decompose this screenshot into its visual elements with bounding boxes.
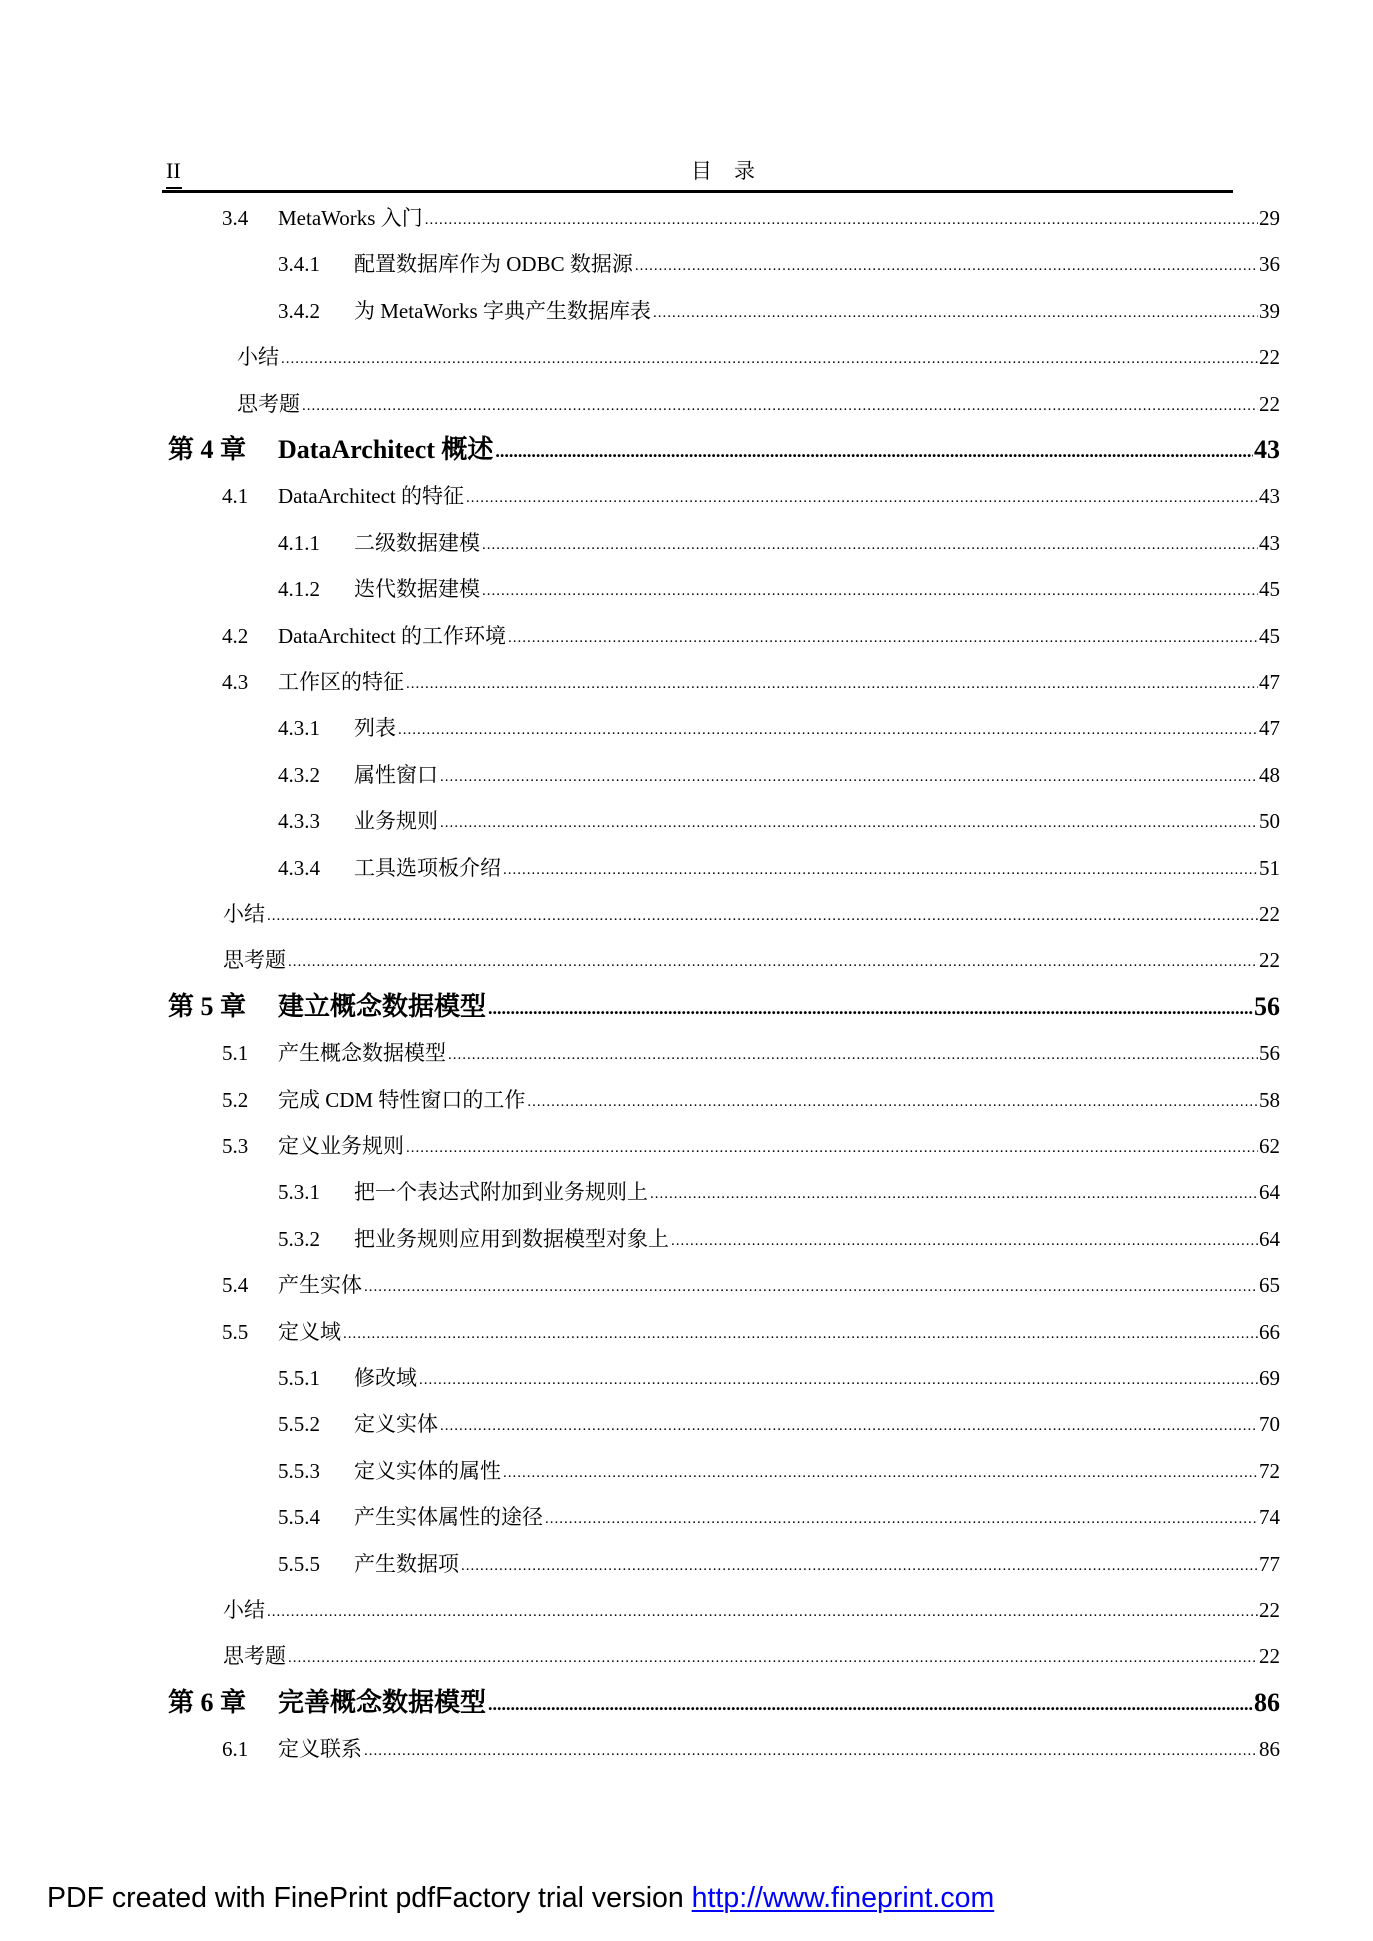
dot-leader bbox=[508, 623, 1258, 653]
toc-entry-page-number: 65 bbox=[1259, 1273, 1280, 1298]
toc-entry-page-number: 47 bbox=[1259, 716, 1280, 741]
toc-entry-subsection[interactable] bbox=[278, 1549, 1280, 1579]
toc-entry-page-number: 62 bbox=[1259, 1134, 1280, 1158]
dot-leader bbox=[448, 1040, 1258, 1070]
toc-entry-title: 定义联系 bbox=[278, 1737, 362, 1762]
toc-entry-page-number: 86 bbox=[1254, 1687, 1280, 1717]
toc-entry-title: 小结 bbox=[223, 902, 265, 926]
toc-entry-page-number: 56 bbox=[1259, 1041, 1280, 1066]
toc-entry-title: 把一个表达式附加到业务规则上 bbox=[354, 1180, 648, 1205]
dot-leader bbox=[671, 1226, 1258, 1256]
toc-entry-page-number: 50 bbox=[1259, 809, 1280, 834]
toc-entry-subsection[interactable] bbox=[278, 528, 1280, 558]
toc-entry-misc[interactable] bbox=[223, 1595, 1280, 1625]
page-number-header: II bbox=[166, 158, 181, 183]
dot-leader bbox=[461, 1551, 1258, 1581]
dot-leader bbox=[482, 530, 1258, 560]
dot-leader bbox=[488, 991, 1253, 1025]
toc-entry-page-number: 22 bbox=[1259, 345, 1280, 370]
toc-entry-title: MetaWorks 入门 bbox=[278, 206, 423, 230]
dot-leader bbox=[398, 715, 1258, 745]
toc-entry-number: 4.1 bbox=[222, 484, 249, 509]
toc-entry-title: 配置数据库作为 ODBC 数据源 bbox=[354, 252, 633, 277]
toc-entry-section[interactable] bbox=[222, 1270, 1280, 1300]
toc-entry-number: 4.3 bbox=[222, 670, 249, 694]
dot-leader bbox=[466, 483, 1258, 513]
dot-leader bbox=[267, 901, 1258, 931]
toc-entry-chapter[interactable] bbox=[168, 1686, 1280, 1720]
toc-entry-title: 迭代数据建模 bbox=[354, 577, 480, 602]
toc-entry-title: 完善概念数据模型 bbox=[278, 1687, 487, 1717]
toc-entry-subsection[interactable] bbox=[278, 574, 1280, 604]
pdf-watermark-footer bbox=[47, 1880, 994, 1916]
toc-entry-chapter[interactable] bbox=[168, 990, 1280, 1024]
toc-entry-page-number: 36 bbox=[1259, 252, 1280, 277]
toc-entry-misc[interactable] bbox=[237, 342, 1280, 372]
toc-entry-subsection[interactable] bbox=[278, 853, 1280, 883]
toc-entry-number: 4.3.2 bbox=[278, 762, 320, 787]
toc-entry-page-number: 22 bbox=[1259, 391, 1280, 416]
dot-leader bbox=[488, 1687, 1253, 1721]
toc-entry-title: 小结 bbox=[223, 1598, 265, 1622]
toc-entry-page-number: 64 bbox=[1259, 1180, 1280, 1205]
toc-entry-title: 产生数据项 bbox=[354, 1551, 459, 1576]
dot-leader bbox=[545, 1504, 1258, 1534]
toc-entry-section[interactable] bbox=[222, 1085, 1280, 1115]
dot-leader bbox=[288, 1643, 1258, 1673]
dot-leader bbox=[288, 947, 1258, 977]
toc-entry-page-number: 72 bbox=[1259, 1458, 1280, 1483]
page-number-underline bbox=[166, 187, 182, 189]
toc-entry-subsection[interactable] bbox=[278, 1409, 1280, 1439]
toc-entry-title: 修改域 bbox=[354, 1366, 417, 1390]
dot-leader bbox=[653, 298, 1258, 328]
toc-entry-number: 5.5.2 bbox=[278, 1412, 320, 1437]
header-rule bbox=[162, 190, 1233, 193]
toc-entry-number: 3.4.2 bbox=[278, 298, 320, 323]
toc-entry-number: 4.3.1 bbox=[278, 716, 320, 741]
dot-leader bbox=[503, 1458, 1258, 1488]
toc-entry-misc[interactable] bbox=[237, 389, 1280, 419]
toc-entry-subsection[interactable] bbox=[278, 806, 1280, 836]
toc-entry-number: 5.5.4 bbox=[278, 1505, 320, 1530]
toc-entry-misc[interactable] bbox=[223, 1641, 1280, 1671]
toc-entry-number: 3.4 bbox=[222, 206, 249, 230]
dot-leader bbox=[364, 1272, 1258, 1302]
toc-entry-section[interactable] bbox=[222, 203, 1280, 233]
toc-entry-title: 完成 CDM 特性窗口的工作 bbox=[278, 1087, 526, 1112]
toc-entry-section[interactable] bbox=[222, 1317, 1280, 1347]
toc-entry-section[interactable] bbox=[222, 621, 1280, 651]
toc-entry-title: 定义业务规则 bbox=[278, 1134, 404, 1158]
toc-entry-number: 3.4.1 bbox=[278, 252, 320, 277]
dot-leader bbox=[503, 855, 1258, 885]
fineprint-link[interactable]: http://www.fineprint.com bbox=[691, 1882, 995, 1914]
toc-entry-title: DataArchitect 的特征 bbox=[278, 484, 465, 509]
toc-entry-number: 5.5.5 bbox=[278, 1551, 320, 1576]
toc-entry-number: 5.5.1 bbox=[278, 1366, 320, 1390]
dot-leader bbox=[281, 344, 1258, 374]
toc-entry-page-number: 45 bbox=[1259, 577, 1280, 602]
toc-entry-section[interactable] bbox=[222, 1038, 1280, 1068]
dot-leader bbox=[302, 391, 1258, 421]
toc-entry-page-number: 39 bbox=[1259, 298, 1280, 323]
toc-entry-title: 二级数据建模 bbox=[354, 530, 480, 555]
toc-entry-page-number: 86 bbox=[1259, 1737, 1280, 1762]
toc-entry-subsection[interactable] bbox=[278, 1502, 1280, 1532]
dot-leader bbox=[650, 1179, 1258, 1209]
toc-entry-page-number: 66 bbox=[1259, 1319, 1280, 1344]
toc-entry-number: 5.1 bbox=[222, 1041, 249, 1066]
toc-entry-title: 定义域 bbox=[278, 1319, 341, 1344]
dot-leader bbox=[440, 762, 1258, 792]
dot-leader bbox=[343, 1319, 1258, 1349]
toc-entry-number: 4.3.4 bbox=[278, 855, 320, 880]
toc-entry-title: DataArchitect 的工作环境 bbox=[278, 623, 507, 648]
dot-leader bbox=[495, 434, 1253, 468]
toc-entry-number: 6.1 bbox=[222, 1737, 249, 1762]
toc-entry-number: 4.3.3 bbox=[278, 809, 320, 834]
toc-entry-number: 第 4 章 bbox=[168, 435, 247, 464]
toc-entry-title: 产生概念数据模型 bbox=[278, 1041, 446, 1066]
toc-entry-page-number: 70 bbox=[1259, 1412, 1280, 1437]
dot-leader bbox=[482, 576, 1258, 606]
toc-entry-page-number: 22 bbox=[1259, 902, 1280, 926]
toc-entry-title: 产生实体属性的途径 bbox=[354, 1505, 543, 1530]
toc-entry-subsection[interactable] bbox=[278, 1177, 1280, 1207]
toc-entry-title: 思考题 bbox=[223, 948, 286, 973]
toc-entry-page-number: 51 bbox=[1259, 855, 1280, 880]
toc-entry-number: 4.2 bbox=[222, 623, 249, 648]
toc-entry-page-number: 22 bbox=[1259, 948, 1280, 973]
toc-entry-subsection[interactable] bbox=[278, 1456, 1280, 1486]
toc-entry-page-number: 47 bbox=[1259, 670, 1280, 694]
toc-entry-page-number: 22 bbox=[1259, 1598, 1280, 1622]
toc-entry-title: 属性窗口 bbox=[354, 762, 438, 787]
toc-entry-title: 业务规则 bbox=[354, 809, 438, 834]
dot-leader bbox=[364, 1736, 1258, 1766]
dot-leader bbox=[419, 1365, 1258, 1395]
running-title: 目录 bbox=[691, 159, 777, 183]
toc-entry-page-number: 43 bbox=[1259, 484, 1280, 509]
toc-entry-section[interactable] bbox=[222, 667, 1280, 697]
toc-entry-title: 列表 bbox=[354, 716, 396, 741]
toc-entry-page-number: 74 bbox=[1259, 1505, 1280, 1530]
toc-entry-subsection[interactable] bbox=[278, 249, 1280, 279]
dot-leader bbox=[527, 1087, 1258, 1117]
toc-entry-subsection[interactable] bbox=[278, 1224, 1280, 1254]
toc-entry-page-number: 45 bbox=[1259, 623, 1280, 648]
toc-entry-title: 小结 bbox=[237, 345, 279, 370]
toc-entry-subsection[interactable] bbox=[278, 1363, 1280, 1393]
toc-entry-chapter[interactable] bbox=[168, 433, 1280, 467]
toc-entry-number: 5.2 bbox=[222, 1087, 249, 1112]
toc-entry-number: 5.5 bbox=[222, 1319, 249, 1344]
toc-entry-section[interactable] bbox=[222, 481, 1280, 511]
toc-entry-page-number: 69 bbox=[1259, 1366, 1280, 1390]
toc-entry-page-number: 77 bbox=[1259, 1551, 1280, 1576]
toc-entry-title: 为 MetaWorks 字典产生数据库表 bbox=[354, 298, 651, 323]
toc-entry-section[interactable] bbox=[222, 1734, 1280, 1764]
toc-entry-page-number: 29 bbox=[1259, 206, 1280, 230]
toc-entry-misc[interactable] bbox=[223, 899, 1280, 929]
toc-entry-title: 思考题 bbox=[223, 1644, 286, 1669]
toc-entry-title: 建立概念数据模型 bbox=[278, 991, 487, 1021]
dot-leader bbox=[635, 251, 1258, 281]
toc-entry-number: 第 6 章 bbox=[168, 1687, 247, 1717]
dot-leader bbox=[440, 808, 1258, 838]
toc-entry-title: 定义实体的属性 bbox=[354, 1458, 501, 1483]
toc-entry-number: 第 5 章 bbox=[168, 991, 247, 1021]
toc-entry-subsection[interactable] bbox=[278, 713, 1280, 743]
footer-text: PDF created with FinePrint pdfFactory trial version bbox=[47, 1882, 692, 1914]
toc-entry-page-number: 43 bbox=[1259, 530, 1280, 555]
toc-entry-title: 定义实体 bbox=[354, 1412, 438, 1437]
toc-entry-number: 5.3 bbox=[222, 1134, 249, 1158]
toc-entry-page-number: 58 bbox=[1259, 1087, 1280, 1112]
toc-entry-page-number: 48 bbox=[1259, 762, 1280, 787]
dot-leader bbox=[440, 1411, 1258, 1441]
toc-entry-number: 5.4 bbox=[222, 1273, 249, 1298]
toc-entry-title: 工作区的特征 bbox=[278, 670, 404, 694]
toc-entry-page-number: 56 bbox=[1254, 991, 1280, 1021]
toc-entry-section[interactable] bbox=[222, 1131, 1280, 1161]
toc-entry-title: 思考题 bbox=[237, 391, 300, 416]
toc-entry-number: 4.1.1 bbox=[278, 530, 320, 555]
toc-entry-title: DataArchitect 概述 bbox=[278, 435, 494, 464]
toc-entry-page-number: 43 bbox=[1254, 435, 1280, 464]
toc-entry-misc[interactable] bbox=[223, 945, 1280, 975]
dot-leader bbox=[406, 1133, 1258, 1163]
dot-leader bbox=[267, 1597, 1258, 1627]
toc-entry-title: 产生实体 bbox=[278, 1273, 362, 1298]
toc-entry-subsection[interactable] bbox=[278, 760, 1280, 790]
toc-entry-title: 把业务规则应用到数据模型对象上 bbox=[354, 1226, 669, 1251]
toc-entry-number: 5.3.2 bbox=[278, 1226, 320, 1251]
toc-entry-number: 4.1.2 bbox=[278, 577, 320, 602]
dot-leader bbox=[406, 669, 1258, 699]
toc-entry-title: 工具选项板介绍 bbox=[354, 855, 501, 880]
toc-entry-subsection[interactable] bbox=[278, 296, 1280, 326]
toc-entry-number: 5.3.1 bbox=[278, 1180, 320, 1205]
dot-leader bbox=[425, 205, 1258, 235]
toc-entry-page-number: 64 bbox=[1259, 1226, 1280, 1251]
toc-entry-number: 5.5.3 bbox=[278, 1458, 320, 1483]
toc-entry-page-number: 22 bbox=[1259, 1644, 1280, 1669]
